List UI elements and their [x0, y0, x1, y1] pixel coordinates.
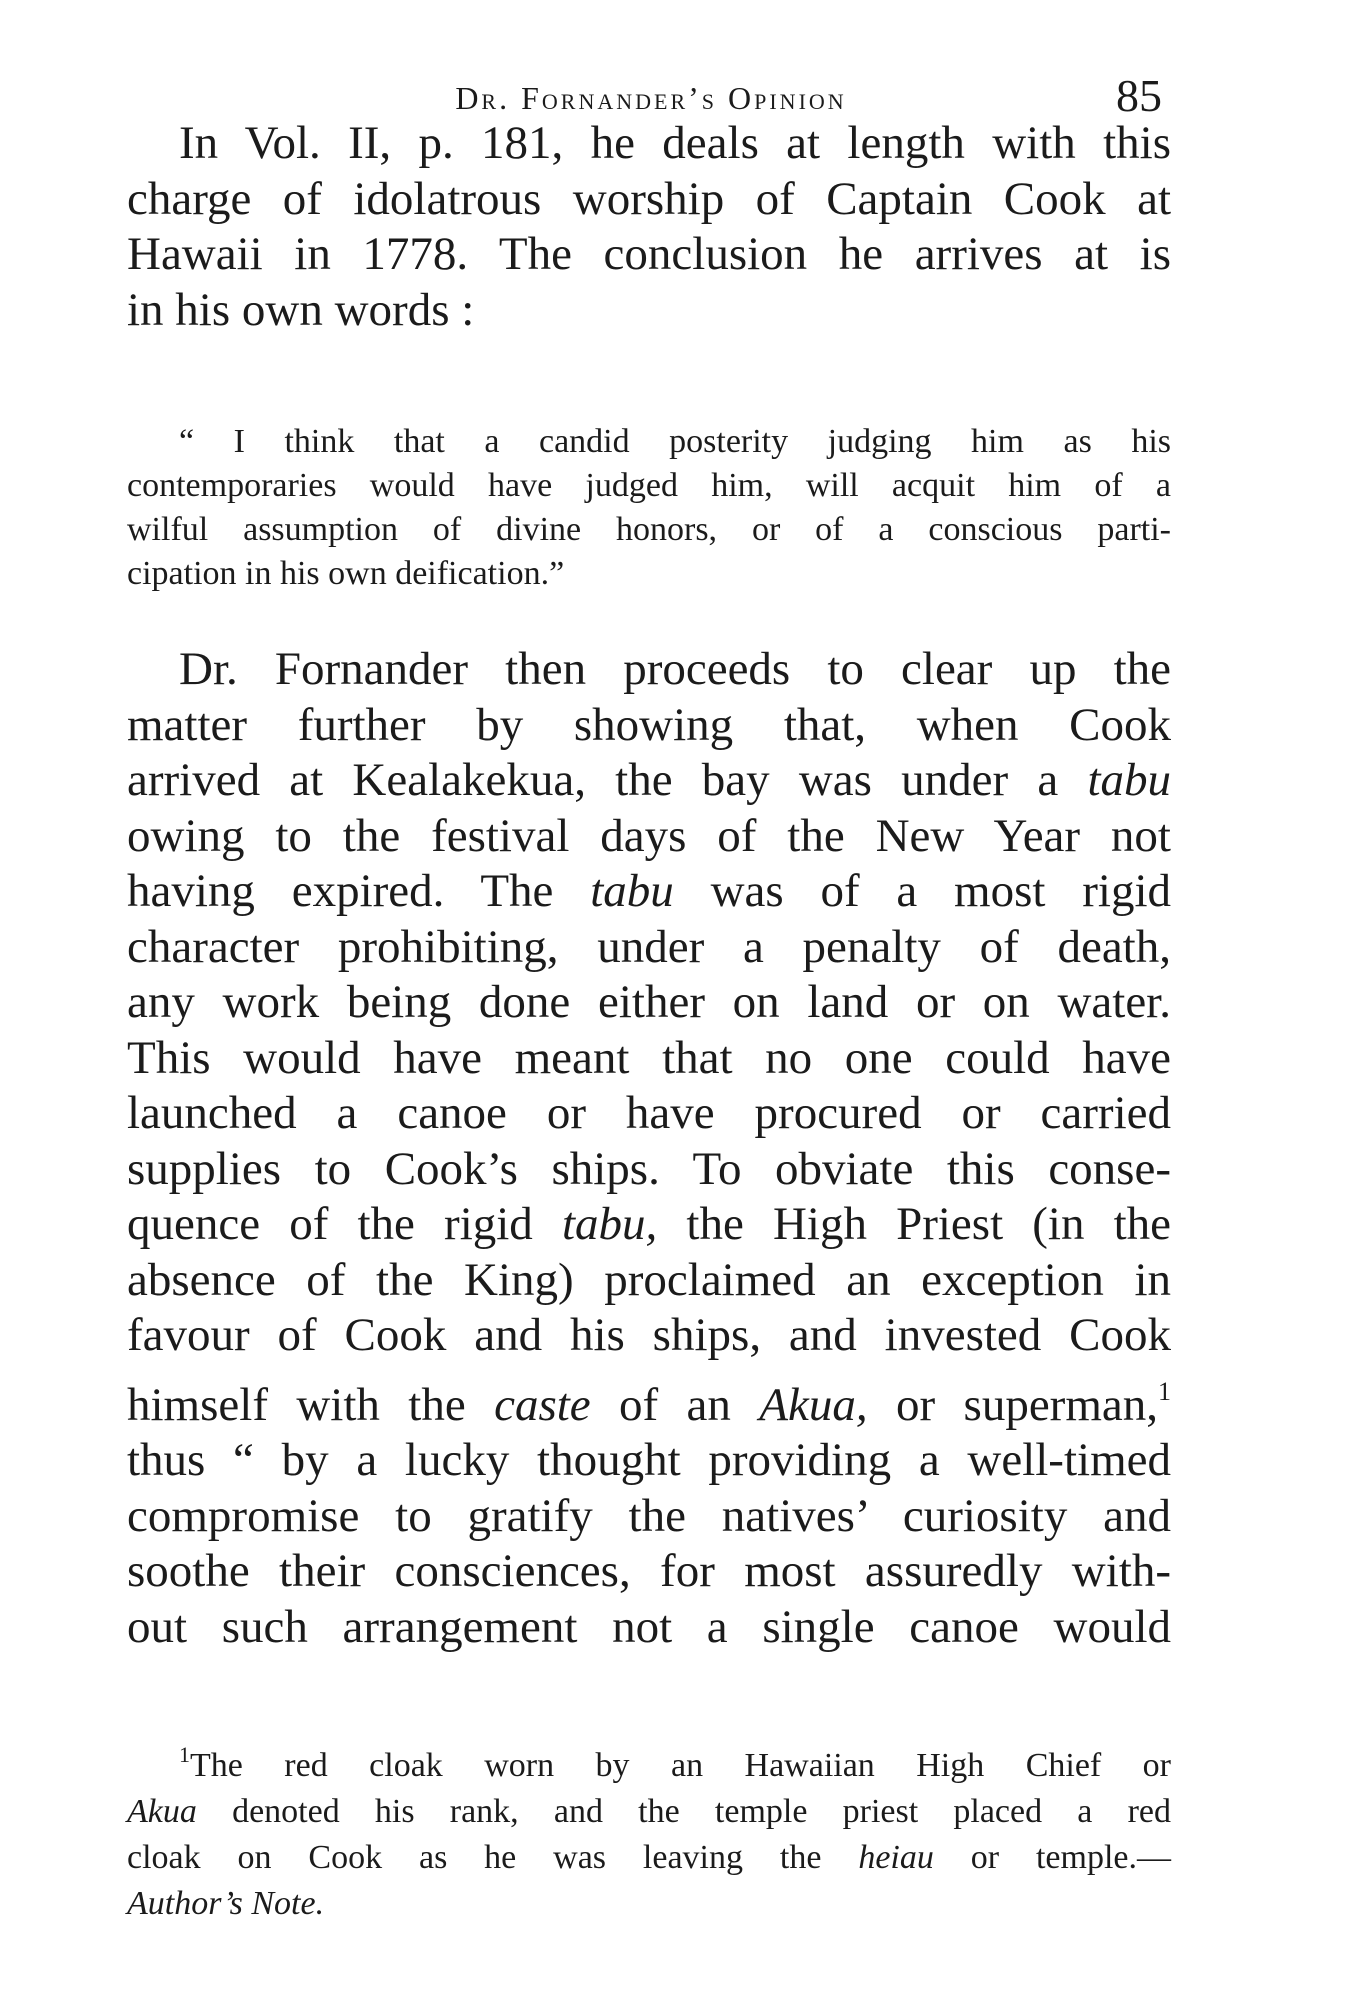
italic-term: caste	[494, 1378, 591, 1431]
text-line: matter further by showing that, when Cook	[127, 698, 1171, 751]
text-line: launched a canoe or have procured or carried	[127, 1087, 1171, 1139]
paragraph-2	[127, 642, 1171, 1655]
text-line: thus “ by a lucky thought providing a well-timed	[127, 1434, 1171, 1486]
text-line: arrived at Kealakekua, the bay was under a tabu	[127, 754, 1171, 806]
text-line: In Vol. II, p. 181, he deals at length with this	[179, 117, 1171, 169]
text-line: Hawaii in 1778. The conclusion he arrives at is	[127, 228, 1171, 280]
text-line: This would have meant that no one could have	[127, 1031, 1171, 1084]
running-title: Dr. Fornander’s Opinion	[455, 80, 847, 116]
text-line: any work being done either on land or on water.	[127, 976, 1171, 1028]
text-line: out such arrangement not a single canoe would	[127, 1600, 1171, 1653]
text-line: favour of Cook and his ships, and invested Cook	[127, 1309, 1171, 1361]
text-line: Dr. Fornander then proceeds to clear up the	[179, 643, 1171, 695]
quote-line: cipation in his own deification.”	[127, 555, 565, 592]
footnote-line: Akua denoted his rank, and the temple priest placed a red	[127, 1793, 1171, 1830]
page-number: 85	[1116, 70, 1162, 121]
text-line: owing to the festival days of the New Year not	[127, 809, 1171, 862]
quote-line: “ I think that a candid posterity judging him as his	[179, 423, 1171, 460]
text-line: quence of the rigid tabu, the High Priest (in the	[127, 1198, 1172, 1250]
quote-line: contemporaries would have judged him, will acquit him of a	[127, 467, 1171, 504]
italic-term: tabu,	[561, 1198, 658, 1250]
quote-line: wilful assumption of divine honors, or of a conscious parti-	[127, 511, 1171, 548]
text-line: soothe their consciences, for most assuredly with-	[127, 1545, 1171, 1597]
italic-term: tabu	[1087, 754, 1171, 806]
block-quote	[127, 420, 1171, 596]
text-line: having expired. The tabu was of a most rigid	[127, 865, 1172, 917]
text-line: absence of the King) proclaimed an exception in	[127, 1253, 1171, 1306]
text-line: character prohibiting, under a penalty of death,	[127, 920, 1171, 973]
footnote-reference: 1	[1158, 1376, 1171, 1406]
italic-term: Akua,	[759, 1378, 868, 1431]
text-line: supplies to Cook’s ships. To obviate this conse-	[127, 1142, 1171, 1195]
footnote-marker: 1	[179, 1742, 190, 1767]
footnote-line: cloak on Cook as he was leaving the heiau or temple.—	[127, 1839, 1171, 1876]
footnote-line: $^1$The red cloak worn by an Hawaiian High Chief or	[179, 1742, 1171, 1784]
text-line: charge of idolatrous worship of Captain Cook at	[127, 172, 1171, 225]
paragraph-1	[127, 116, 1171, 338]
footnote-attribution: Author’s Note.	[127, 1885, 325, 1922]
footnote	[127, 1732, 1171, 1927]
text-line: himself with the caste of an Akua, or superman,$^1$	[127, 1376, 1171, 1431]
text-line: in his own words :	[127, 283, 475, 336]
italic-term: tabu	[590, 865, 674, 917]
text-line: compromise to gratify the natives’ curiosity and	[127, 1489, 1171, 1542]
